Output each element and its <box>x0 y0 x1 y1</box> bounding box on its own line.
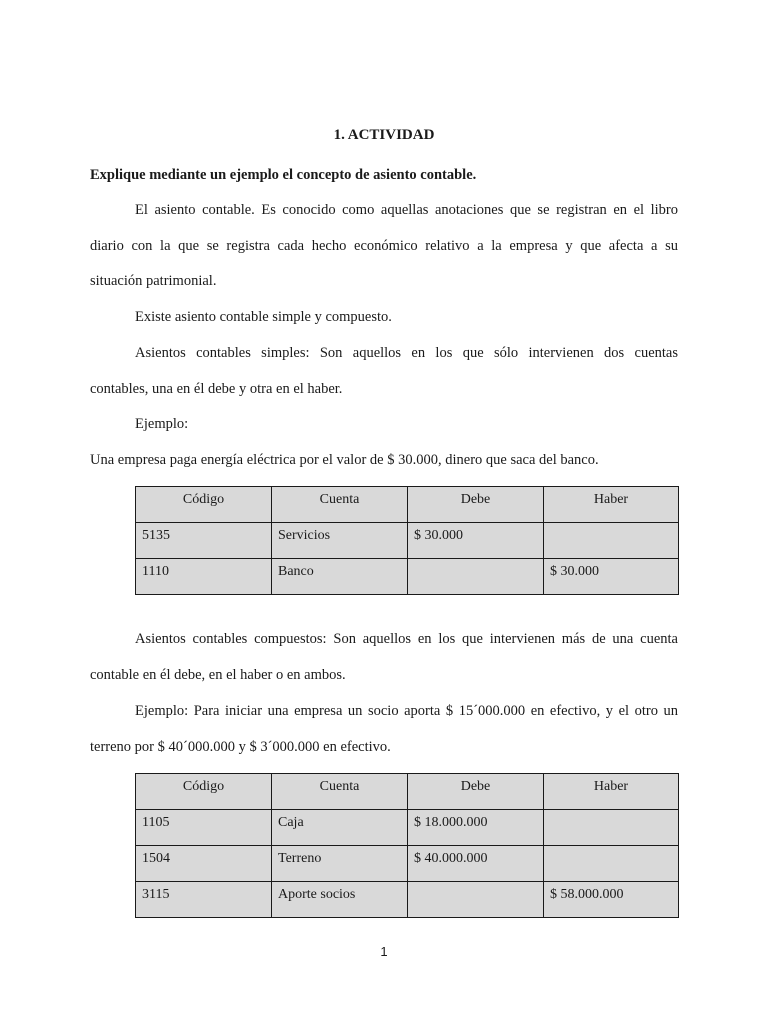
table-row <box>136 882 679 918</box>
cell-cuenta: Banco <box>272 559 408 595</box>
cell-debe: $ 30.000 <box>408 523 544 559</box>
cell-cuenta: Caja <box>272 810 408 846</box>
cell-haber: $ 58.000.000 <box>544 882 679 918</box>
cell-codigo: 1105 <box>136 810 272 846</box>
cell-debe: $ 18.000.000 <box>408 810 544 846</box>
table-row <box>136 523 679 559</box>
example-2-line-1: Ejemplo: Para iniciar una empresa un socio aporta $ 15´000.000 en efectivo, y el otro un <box>135 703 678 719</box>
header-cuenta: Cuenta <box>272 487 408 523</box>
journal-entry-table-1 <box>135 486 679 595</box>
example-1-label: Ejemplo: <box>135 416 189 432</box>
paragraph-1-line-1: El asiento contable. Es conocido como aquellas anotaciones que se registran en el libro <box>135 202 678 218</box>
cell-haber <box>544 846 679 882</box>
header-debe: Debe <box>408 487 544 523</box>
paragraph-4-line-2: contable en él debe, en el haber o en ambos. <box>90 667 346 683</box>
cell-codigo: 1504 <box>136 846 272 882</box>
table-header-row <box>136 774 679 810</box>
example-2-line-2: terreno por $ 40´000.000 y $ 3´000.000 en efectivo. <box>90 739 391 755</box>
paragraph-3-line-1: Asientos contables simples: Son aquellos en los que sólo intervienen dos cuentas <box>135 345 678 361</box>
header-haber: Haber <box>544 487 679 523</box>
cell-cuenta: Aporte socios <box>272 882 408 918</box>
cell-debe <box>408 882 544 918</box>
header-debe: Debe <box>408 774 544 810</box>
paragraph-1-line-3: situación patrimonial. <box>90 273 217 289</box>
section-heading: 1. ACTIVIDAD <box>333 127 435 143</box>
cell-haber <box>544 523 679 559</box>
header-codigo: Código <box>136 774 272 810</box>
paragraph-4-line-1: Asientos contables compuestos: Son aquellos en los que intervienen más de una cuenta <box>135 631 678 647</box>
cell-debe <box>408 559 544 595</box>
cell-codigo: 5135 <box>136 523 272 559</box>
header-haber: Haber <box>544 774 679 810</box>
table-header-row <box>136 487 679 523</box>
cell-codigo: 1110 <box>136 559 272 595</box>
journal-entry-table-2 <box>135 773 679 918</box>
header-cuenta: Cuenta <box>272 774 408 810</box>
header-codigo: Código <box>136 487 272 523</box>
table-row <box>136 846 679 882</box>
table-row <box>136 559 679 595</box>
cell-cuenta: Terreno <box>272 846 408 882</box>
cell-haber: $ 30.000 <box>544 559 679 595</box>
cell-haber <box>544 810 679 846</box>
paragraph-1-line-2: diario con la que se registra cada hecho económico relativo a la empresa y que afecta a su <box>90 238 678 254</box>
cell-cuenta: Servicios <box>272 523 408 559</box>
question-text: Explique mediante un ejemplo el concepto de asiento contable. <box>90 167 477 183</box>
cell-debe: $ 40.000.000 <box>408 846 544 882</box>
example-1-text: Una empresa paga energía eléctrica por el valor de $ 30.000, dinero que saca del banco. <box>90 452 599 468</box>
table-row <box>136 810 679 846</box>
paragraph-3-line-2: contables, una en él debe y otra en el haber. <box>90 381 343 397</box>
paragraph-2: Existe asiento contable simple y compuesto. <box>135 309 392 325</box>
page-number: 1 <box>380 944 388 959</box>
cell-codigo: 3115 <box>136 882 272 918</box>
